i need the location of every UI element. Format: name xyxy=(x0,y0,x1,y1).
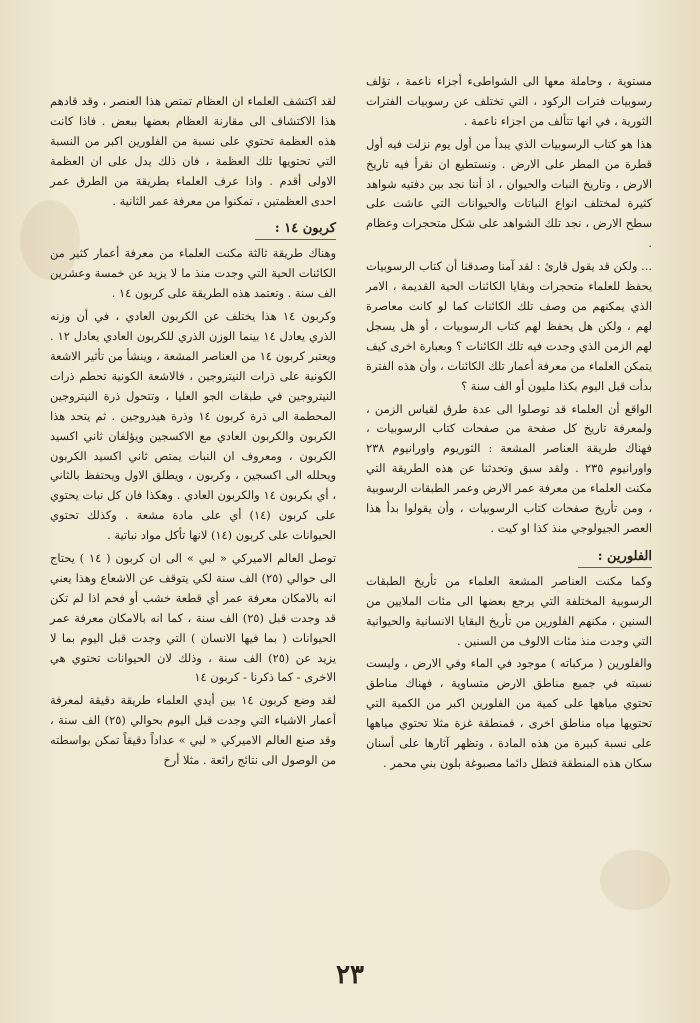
paragraph: وكربون ١٤ هذا يختلف عن الكربون العادي ، في أن وزنه الذري يعادل ١٤ بينما الوزن الذري للكربون العادي يعادل ١٢ . ويعتبر كربون ١٤ من العناصر المشعة ، وينشأ من تأثير الاشعة الكونية على ذرات النيتروجين ، فالاشعة الكونية تحطم ذرات النيتروجين في طبقات الجو العليا ، وتتحول ذرة النيتروجين المحطمة الى ذرة كربون ١٤ وذرة هيدروجين . ثم يتحد هذا الكربون والكربون العادي مع الاكسجين ويؤلفان ثاني اكسيد الكربون ، ومعروف ان النبات يمتص ثاني اكسيد الكربون ويحلله الى اكسجين ، وكربون ، ويطلق الاول ويحتفظ بالثاني ، أي بكربون ١٤ والكربون العادي . وهكذا فان كل نبات يحتوي على كربون (١٤) أي على مادة مشعة . وكذلك تحتوي الحيوانات على كربون (١٤) لانها تأكل مواد نباتية . xyxy=(50,309,337,543)
section-heading-fluorine: الفلورين : xyxy=(578,546,652,568)
paragraph: وكما مكنت العناصر المشعة العلماء من تأريخ الطبقات الرسوبية المختلفة التي يرجع بعضها الى مئات الملايين من السنين ، مكنهم الفلورين من تأريخ البقايا الانسانية والحيوانية التي وجدت منذ مئات الالوف من السنين . xyxy=(366,573,652,648)
paragraph: وهناك طريقة ثالثة مكنت العلماء من معرفة أعمار كثير من الكائنات الحية التي وجدت منذ ما لا يزيد عن خمسة وعشرين الف سنة . وتعتمد هذه الطريقة على كربون ١٤ . xyxy=(50,246,336,301)
page-number: ٢٣ xyxy=(336,960,364,990)
right-column xyxy=(366,72,652,777)
left-column xyxy=(50,92,336,774)
paragraph: توصل العالم الاميركي « لبي » الى ان كربون ( ١٤ ) يحتاج الى حوالي (٢٥) الف سنة لكي يتوقف عن الاشعاع وهذا يعني انه بالامكان معرفة عمر أي قطعة خشب أو فحم اذا لم تكن قد وجدت قبل (٢٥) الف سنة ، كما انه بالامكان معرفة عمر الحيوانات ( بما فيها الانسان ) التي وجدت قبل اليوم بما لا يزيد عن (٢٥) الف سنة ، وذلك لان الحيوانات تحتوي هي الاخرى - كما ذكرنا - كربون ١٤ xyxy=(50,551,336,685)
paper-stain xyxy=(600,850,670,910)
paragraph: هذا هو كتاب الرسوبيات الذي يبدأ من أول يوم نزلت فيه أول قطرة من المطر على الارض . ونستطيع ان نقرأ فيه تاريخ الارض ، وتاريخ النبات والحيوان ، اذ أننا نجد بين دفتيه شواهد كثيرة لمختلف انواع النباتات والحيوانات التي عاشت على سطح الارض ، نجد تلك الشواهد على شكل متحجرات وعظام . xyxy=(366,136,652,251)
paragraph: لقد اكتشف العلماء ان العظام تمتص هذا العنصر ، وقد قادهم هذا الاكتشاف الى مقارنة العظام بعضها ببعض . فاذا كانت هذه العظمة تحتوي على نسبة من الفلورين اكبر من النسبة التي تحتويها تلك العظمة ، فان ذلك يدل على ان العظمة الاولى أقدم . واذا عرف العلماء بطريقة من الطرق عمر احدى العظمتين ، تمكنوا من معرفة عمر الثانية . xyxy=(50,94,336,208)
paragraph: ... ولكن قد يقول قارئ : لقد آمنا وصدقنا أن كتاب الرسوبيات يحفظ للعلماء متحجرات وبقايا الكائنات الحية القديمة ، الامر الذي يمكنهم من وصف تلك الكائنات كما لو كانت معاصرة لهم ، ولكن هل يحفظ لهم كتاب الرسوبيات ، أو هل يسجل لهم الزمن الذي وجدت فيه تلك الكائنات ؟ وبعبارة اخرى كيف يتمكن العلماء من معرفة أعمار تلك الكائنات ، وأن هذه الفترة بدأت قبل اليوم بكذا مليون أو الف سنة ؟ xyxy=(366,259,652,393)
paragraph: مستوية ، وحاملة معها الى الشواطىء أجزاء ناعمة ، تؤلف رسوبيات فترات الركود ، التي تختلف عن رسوبيات الفترات الثورية ، في انها تتألف من اجزاء ناعمة . xyxy=(366,74,652,128)
paragraph: الواقع أن العلماء قد توصلوا الى عدة طرق لقياس الزمن ، ولمعرفة تاريخ كل صفحة من صفحات كتاب الرسوبيات ، فهناك طريقة العناصر المشعة : الثوريوم واورانيوم ٢٣٨ واورانيوم ٢٣٥ . ولقد سبق وتحدثنا عن هذه الطريقة التي مكنت العلماء من معرفة عمر الارض وعمر الطبقات الرسوبية ، ومن تأريخ صفحات كتاب الرسوبيات ، وأن يقولوا بدأ هذا العصر الجيولوجي منذ كذا او كيت . xyxy=(366,401,652,535)
paragraph: لقد وضع كربون ١٤ بين أيدي العلماء طريقة دقيقة لمعرفة أعمار الاشياء التي وجدت قبل اليوم بحوالي (٢٥) الف سنة ، وقد صنع العالم الاميركي « لبي » عداداً دقيقاً تمكن بواسطته من الوصول الى نتائج رائعة . مثلا أرخ xyxy=(50,693,337,768)
paragraph: والفلورين ( مركباته ) موجود في الماء وفي الارض ، وليست نسبته في جميع مناطق الارض متساوية ، فهناك مناطق تحتوي مياهها على كمية من الفلورين اكبر من الكمية التي تحتويها مياه مناطق اخرى ، فمنطقة غزة مثلا تحتوي مياهها على نسبة كبيرة من هذه المادة ، وتظهر آثارها على أسنان سكان هذه المنطقة فتظل دائما مصبوغة بلون بني محمر . xyxy=(366,656,652,770)
section-heading-carbon-14: كربون ١٤ : xyxy=(255,218,336,240)
